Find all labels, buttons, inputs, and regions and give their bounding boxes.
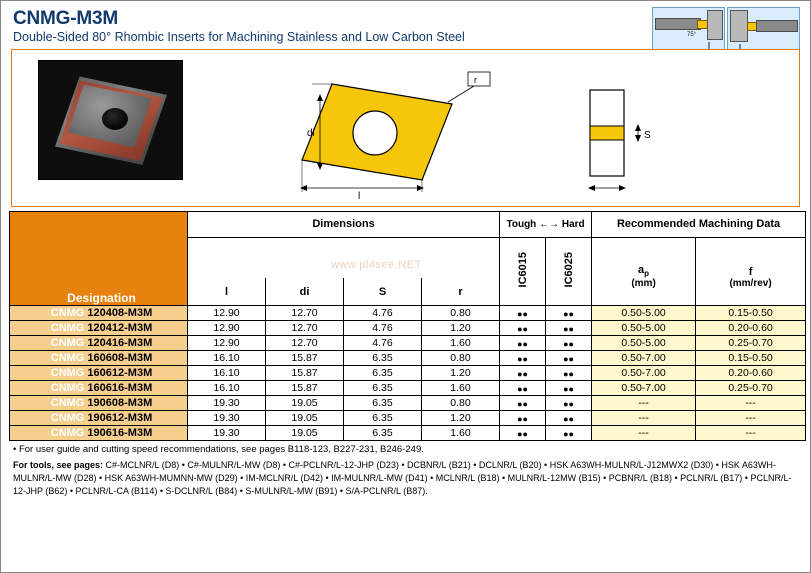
cell-f: 0.15-0.50 (696, 350, 806, 365)
group-header-dimensions: Dimensions (188, 211, 500, 237)
cell-f: --- (696, 425, 806, 440)
cell-l: 12.90 (188, 320, 266, 335)
tools-note-heading: For tools, see pages: (13, 459, 104, 470)
cell-s: 6.35 (344, 365, 422, 380)
cell-di: 19.05 (266, 395, 344, 410)
insert-photo (38, 60, 183, 180)
col-header-f-unit: (mm/rev) (696, 278, 806, 305)
cell-l: 12.90 (188, 335, 266, 350)
table-row[interactable] (10, 425, 806, 440)
svg-text:r: r (474, 74, 477, 85)
col-header-di: di (266, 278, 344, 305)
cell-ic6015 (500, 380, 546, 395)
group-header-tough-hard: Tough ←→ Hard (500, 211, 592, 237)
cell-f: --- (696, 410, 806, 425)
cell-ic6015 (500, 410, 546, 425)
cell-r: 1.20 (422, 365, 500, 380)
user-guide-note: • For user guide and cutting speed recommendations, see pages B118-123, B227-231, B246-249. (13, 443, 424, 455)
ap-subscript: p (644, 269, 650, 279)
cell-ap: 0.50-5.00 (592, 335, 696, 350)
cell-ap: 0.50-7.00 (592, 350, 696, 365)
svg-text:l: l (358, 190, 361, 202)
row-designation: CNMG 160612-M3M (10, 365, 188, 380)
insert-dimension-diagram (262, 56, 562, 202)
table-row[interactable] (10, 305, 806, 320)
cell-r: 1.20 (422, 410, 500, 425)
row-designation: CNMG 120412-M3M (10, 320, 188, 335)
cell-ap: --- (592, 410, 696, 425)
watermark: www.pl4see.NET (331, 259, 422, 271)
row-designation: CNMG 190608-M3M (10, 395, 188, 410)
col-header-ic6025 (546, 237, 592, 305)
cell-f: 0.20-0.60 (696, 320, 806, 335)
cell-ic6015 (500, 320, 546, 335)
row-designation: CNMG 190612-M3M (10, 410, 188, 425)
row-designation: CNMG 120408-M3M (10, 305, 188, 320)
cell-l: 19.30 (188, 410, 266, 425)
group-header-recommended: Recommended Machining Data (592, 211, 806, 237)
cell-ap: 0.50-7.00 (592, 365, 696, 380)
cell-l: 16.10 (188, 350, 266, 365)
cell-f: 0.20-0.60 (696, 365, 806, 380)
figure-panel (11, 49, 800, 207)
tool-figure-1-angle: 75° (687, 32, 697, 38)
cell-f: --- (696, 395, 806, 410)
cell-ic6015 (500, 395, 546, 410)
svg-text:di: di (307, 127, 315, 139)
cell-l: 16.10 (188, 365, 266, 380)
cell-ic6025 (546, 395, 592, 410)
cell-ap: --- (592, 395, 696, 410)
cell-s: 4.76 (344, 335, 422, 350)
cell-s: 4.76 (344, 305, 422, 320)
cell-f: 0.25-0.70 (696, 335, 806, 350)
col-header-r: r (422, 278, 500, 305)
grade-label-ic6015: IC6015 (516, 251, 529, 288)
cell-ap: --- (592, 425, 696, 440)
row-designation: CNMG 160616-M3M (10, 380, 188, 395)
cell-r: 0.80 (422, 350, 500, 365)
cell-ic6015 (500, 365, 546, 380)
cell-ap: 0.50-5.00 (592, 320, 696, 335)
ap-symbol: a (638, 264, 645, 277)
insert-side-view (572, 56, 692, 202)
cell-di: 15.87 (266, 365, 344, 380)
cell-di: 12.70 (266, 320, 344, 335)
tools-note-text: C#-MCLNR/L (D8) • C#-MULNR/L-MW (D8) • C#-PCLNR/L-12-JHP (D23) • DCBNR/L (B21) • DCLNR/L (B20) • HSK A63WH-MULNR/L-J12MWX2 (D30) • HSK A63WH-MULNR/L-MW (D28) • HSK A63WH-MUMNN-MW (D29) • IM-MCLNR/L (D42) • IM-MULNR/L-MW (D41) • MCLNR/L (B18) • MULNR/L-12MW (B15) • PCBNR/L (B18) • PCLNR/L (B17) • PCLNR/L-12-JHP (B62) • PCLNR/L-CA (B114) • S-DCLNR/L (B84) • S-MULNR/L-MW (B91) • S/A-PCLNR/L (B87). (13, 459, 792, 496)
table-row[interactable] (10, 320, 806, 335)
cell-ap: 0.50-7.00 (592, 380, 696, 395)
col-header-ap-unit: (mm) (592, 278, 696, 305)
cell-ic6025 (546, 320, 592, 335)
cell-f: 0.15-0.50 (696, 305, 806, 320)
table-row[interactable] (10, 380, 806, 395)
tools-note (13, 459, 800, 498)
grade-label-ic6025: IC6025 (562, 251, 575, 288)
row-designation: CNMG 190616-M3M (10, 425, 188, 440)
page-subtitle: Double-Sided 80° Rhombic Inserts for Machining Stainless and Low Carbon Steel (13, 29, 465, 44)
cell-ic6025 (546, 350, 592, 365)
cell-ic6015 (500, 350, 546, 365)
cell-di: 12.70 (266, 305, 344, 320)
cell-ic6025 (546, 335, 592, 350)
cell-s: 4.76 (344, 320, 422, 335)
cell-ic6015 (500, 335, 546, 350)
col-header-designation: Designation (10, 211, 188, 305)
cell-ic6015 (500, 305, 546, 320)
cell-di: 15.87 (266, 350, 344, 365)
cell-ic6025 (546, 380, 592, 395)
cell-s: 6.35 (344, 380, 422, 395)
cell-ic6025 (546, 410, 592, 425)
cell-di: 19.05 (266, 410, 344, 425)
col-header-l: l (188, 278, 266, 305)
cell-l: 16.10 (188, 380, 266, 395)
cell-ic6025 (546, 365, 592, 380)
cell-f: 0.25-0.70 (696, 380, 806, 395)
cell-s: 6.35 (344, 350, 422, 365)
cell-ic6025 (546, 305, 592, 320)
col-header-ic6015 (500, 237, 546, 305)
row-designation: CNMG 120416-M3M (10, 335, 188, 350)
table-row[interactable] (10, 350, 806, 365)
table-row[interactable] (10, 365, 806, 380)
insert-data-table (9, 211, 806, 441)
cell-ap: 0.50-5.00 (592, 305, 696, 320)
cell-di: 12.70 (266, 335, 344, 350)
cell-s: 6.35 (344, 425, 422, 440)
row-designation: CNMG 160608-M3M (10, 350, 188, 365)
cell-r: 1.60 (422, 335, 500, 350)
cell-r: 1.20 (422, 320, 500, 335)
table-row[interactable] (10, 395, 806, 410)
cell-r: 1.60 (422, 425, 500, 440)
cell-ic6015 (500, 425, 546, 440)
table-row[interactable] (10, 335, 806, 350)
cell-di: 19.05 (266, 425, 344, 440)
cell-r: 0.80 (422, 395, 500, 410)
svg-text:S: S (644, 129, 651, 141)
col-header-ap (592, 237, 696, 278)
cell-s: 6.35 (344, 410, 422, 425)
cell-l: 19.30 (188, 425, 266, 440)
col-header-f (696, 237, 806, 278)
cell-l: 12.90 (188, 305, 266, 320)
table-row[interactable] (10, 410, 806, 425)
page-title: CNMG-M3M (13, 8, 118, 29)
cell-r: 1.60 (422, 380, 500, 395)
cell-r: 0.80 (422, 305, 500, 320)
col-header-s: S (344, 278, 422, 305)
cell-l: 19.30 (188, 395, 266, 410)
cell-ic6025 (546, 425, 592, 440)
cell-di: 15.87 (266, 380, 344, 395)
cell-s: 6.35 (344, 395, 422, 410)
f-symbol: f (748, 266, 753, 279)
